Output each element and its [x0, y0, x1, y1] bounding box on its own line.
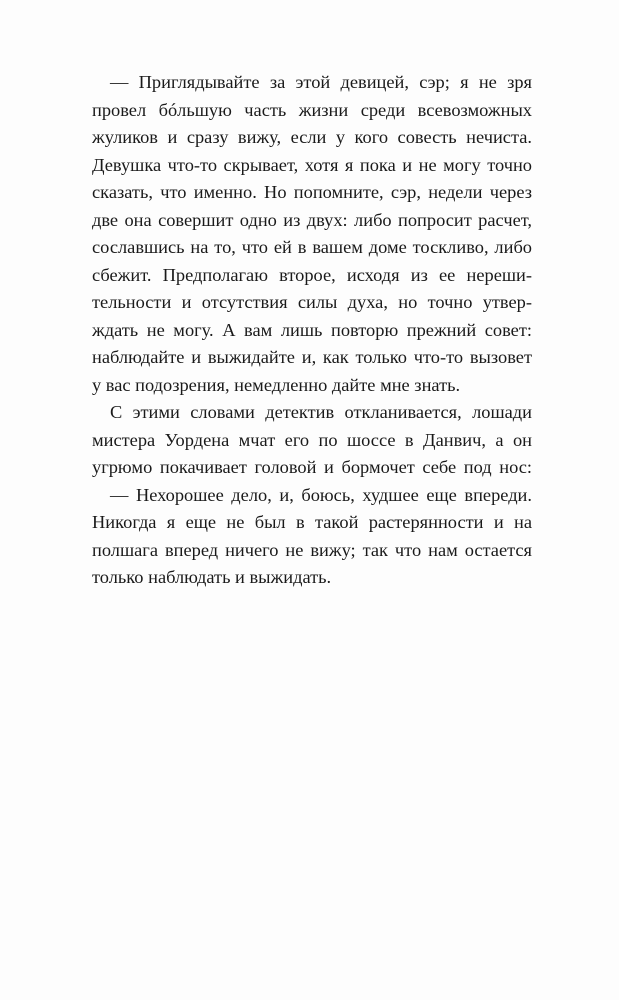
paragraph — [92, 69, 532, 399]
text-line: угрюмо покачивает головой и бормочет себе под нос: — [92, 457, 532, 477]
text-line: тельности и отсутствия силы духа, но точно утвер- — [92, 292, 532, 312]
page-text — [92, 69, 532, 592]
text-line: ждать не могу. А вам лишь повторю прежний совет: — [92, 319, 532, 340]
text-line: сказать, что именно. Но попомните, сэр, недели через — [92, 182, 532, 202]
text-line: — Нехорошее дело, и, боюсь, худшее еще впереди. — [110, 484, 532, 505]
text-line: только наблюдать и выжидать. — [92, 567, 332, 587]
text-line: Никогда я еще не был в такой растерянности и на — [92, 512, 532, 532]
text-line: — Приглядывайте за этой девицей, сэр; я не зря — [110, 72, 532, 92]
text-line: сославшись на то, что ей в вашем доме тоскливо, либо — [92, 237, 532, 257]
text-line: провел бóльшую часть жизни среди всевозможных — [92, 99, 532, 120]
text-line: сбежит. Предполагаю второе, исходя из ее нереши- — [92, 264, 532, 285]
text-line: две она совершит одно из двух: либо попросит расчет, — [92, 209, 532, 230]
text-line: жуликов и сразу вижу, если у кого совесть нечиста. — [92, 127, 532, 147]
text-line: у вас подозрения, немедленно дайте мне знать. — [92, 374, 461, 395]
text-line: С этими словами детектив откланивается, лошади — [110, 402, 532, 422]
text-line: наблюдайте и выжидайте и, как только что-то вызовет — [92, 347, 532, 367]
text-line: мистера Уордена мчат его по шоссе в Данвич, а он — [92, 429, 532, 450]
paragraph — [92, 399, 532, 482]
paragraph — [92, 482, 532, 592]
text-line: полшага вперед ничего не вижу; так что нам остается — [92, 539, 532, 560]
text-line: Девушка что-то скрывает, хотя я пока и не могу точно — [92, 154, 532, 175]
